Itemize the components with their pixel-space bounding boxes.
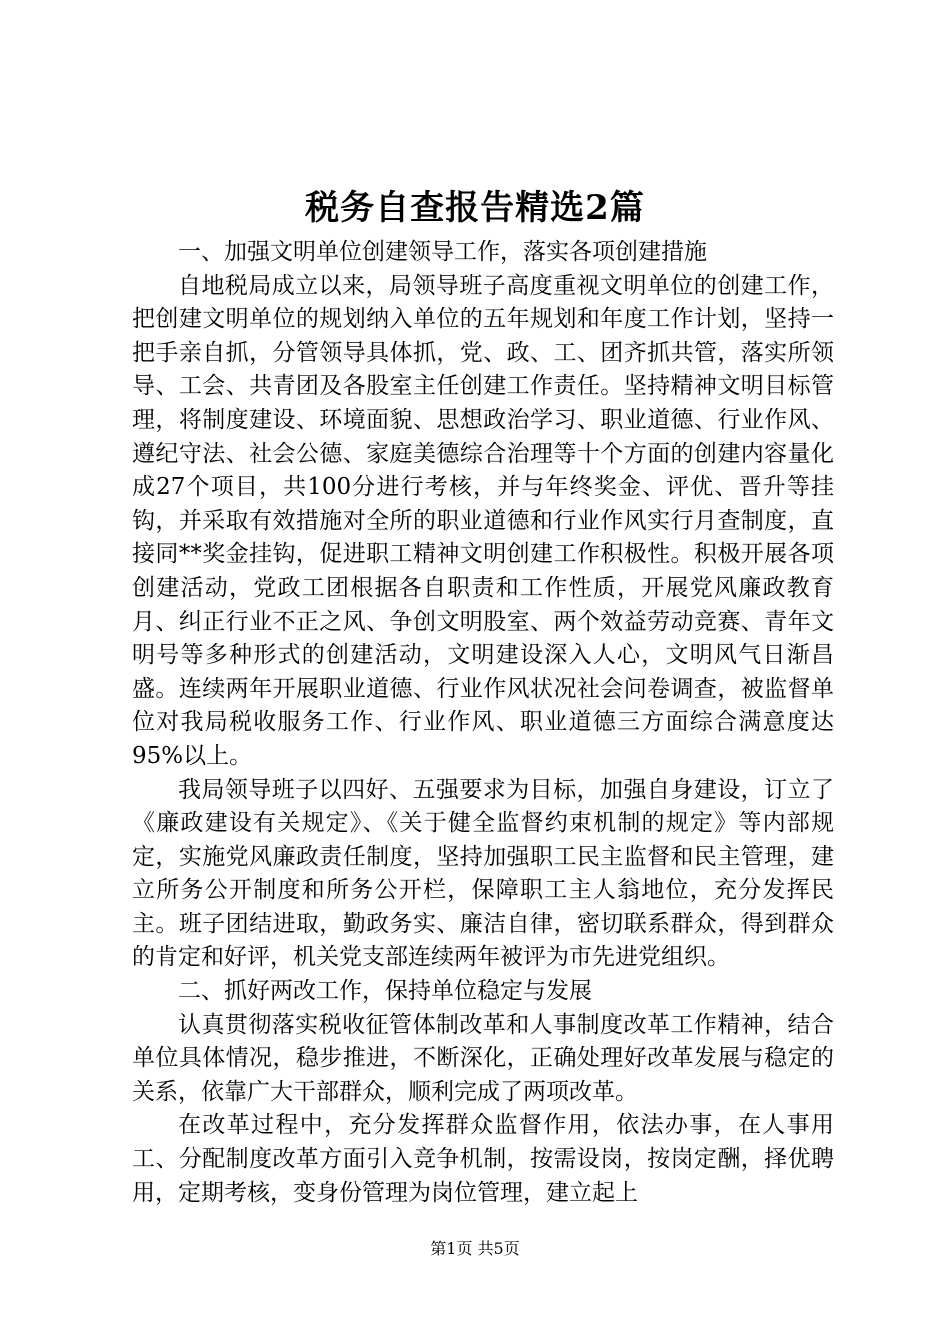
document-title: 税务自查报告精选2篇 [305, 188, 645, 228]
paragraph-4: 在改革过程中，充分发挥群众监督作用，依法办事，在人事用工、分配制度改革方面引入竞争机制，按需设岗，按岗定酬，择优聘用，定期考核，变身份管理为岗位管理，建立起上 [132, 1112, 834, 1206]
paragraph-3: 认真贯彻落实税收征管体制改革和人事制度改革工作精神，结合单位具体情况，稳步推进，不断深化，正确处理好改革发展与稳定的关系，依靠广大干部群众，顺利完成了两项改革。 [132, 1011, 834, 1105]
section-heading-1: 一、加强文明单位创建领导工作，落实各项创建措施 [178, 239, 707, 265]
paragraph-2: 我局领导班子以四好、五强要求为目标，加强自身建设，订立了《廉政建设有关规定》、《关于健全监督约束机制的规定》等内部规定，实施党风廉政责任制度，坚持加强职工民主监督和民主管理，建立所务公开制度和所务公开栏，保障职工主人翁地位，充分发挥民主。班子团结进取，勤政务实、廉洁自律，密切联系群众，得到群众的肯定和好评，机关党支部连续两年被评为市先进党组织。 [132, 776, 834, 971]
page-footer: 第1页 共5页 [430, 1239, 520, 1258]
paragraph-1: 自地税局成立以来，局领导班子高度重视文明单位的创建工作，把创建文明单位的规划纳入单位的五年规划和年度工作计划，坚持一把手亲自抓，分管领导具体抓，党、政、工、团齐抓共管，落实所领导、工会、共青团及各股室主任创建工作责任。坚持精神文明目标管理，将制度建设、环境面貌、思想政治学习、职业道德、行业作风、遵纪守法、社会公德、家庭美德综合治理等十个方面的创建内容量化成27个项目，共100分进行考核，并与年终奖金、评优、晋升等挂钩，并采取有效措施对全所的职业道德和行业作风实行月查制度，直接同**奖金挂钩，促进职工精神文明创建工作积极性。积极开展各项创建活动，党政工团根据各自职责和工作性质，开展党风廉政教育月、纠正行业不正之风、争创文明股室、两个效益劳动竞赛、青年文明号等多种形式的创建活动，文明建设深入人心，文明风气日渐昌盛。连续两年开展职业道德、行业作风状况社会问卷调查，被监督单位对我局税收服务工作、行业作风、职业道德三方面综合满意度达95%以上。 [132, 272, 834, 769]
document-body [132, 236, 834, 1210]
section-heading-2: 二、抓好两改工作，保持单位稳定与发展 [178, 978, 592, 1005]
